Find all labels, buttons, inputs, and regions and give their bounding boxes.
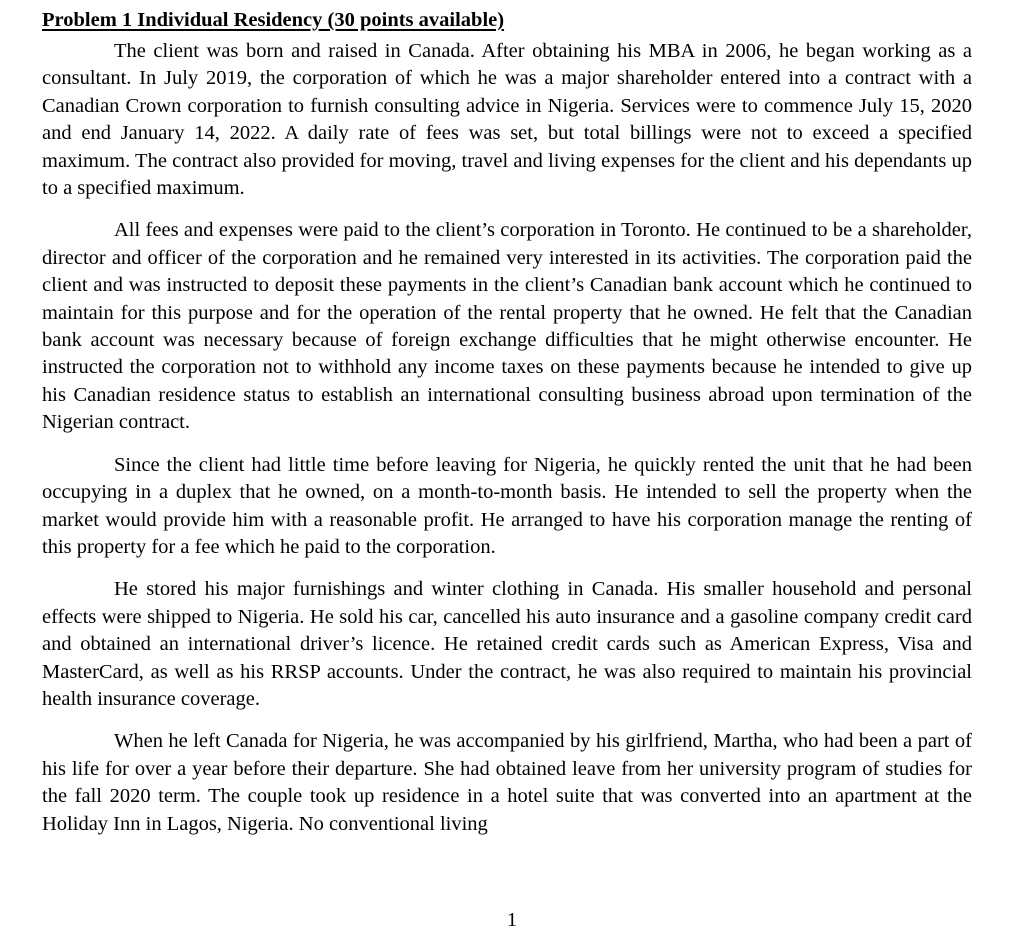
- problem-title: Problem 1 Individual Residency (30 points available): [42, 9, 505, 31]
- paragraph-rental-property: Since the client had little time before leaving for Nigeria, he quickly rented the unit that he had been occupying in a duplex that he owned, on a month-to-month basis. He intended to sell the property when the market would provide him with a reasonable profit. He arranged to have his corporation manage the renting of this property for a fee which he paid to the corporation.: [42, 453, 972, 558]
- page-number: 1: [506, 909, 518, 931]
- paragraph-girlfriend-and-lagos: When he left Canada for Nigeria, he was accompanied by his girlfriend, Martha, who had been a part of his life for over a year before their departure. She had obtained leave from her university program of studies for the fall 2020 term. The couple took up residence in a hotel suite that was converted into an apartment at the Holiday Inn in Lagos, Nigeria. No conventional living: [42, 730, 972, 835]
- paragraph-belongings-and-cards: He stored his major furnishings and winter clothing in Canada. His smaller household and personal effects were shipped to Nigeria. He sold his car, cancelled his auto insurance and a gasoline company credit card and obtained an international driver’s licence. He retained credit cards such as American Express, Visa and MasterCard, as well as his RRSP accounts. Under the contract, he was also required to maintain his provincial health insurance coverage.: [42, 578, 972, 710]
- paragraph-fees-and-bank-account: All fees and expenses were paid to the client’s corporation in Toronto. He continued to be a shareholder, director and officer of the corporation and he remained very interested in its activities. The corporation paid the client and was instructed to deposit these payments in the client’s Canadian bank account which he continued to maintain for this purpose and for the operation of the rental property that he owned. He felt that the Canadian bank account was necessary because of foreign exchange difficulties that he might otherwise encounter. He instructed the corporation not to withhold any income taxes on these payments because he intended to give up his Canadian residence status to establish an international consulting business abroad upon termination of the Nigerian contract.: [42, 219, 972, 434]
- document-page: [42, 6, 972, 853]
- paragraph-client-background: The client was born and raised in Canada. After obtaining his MBA in 2006, he began working as a consultant. In July 2019, the corporation of which he was a major shareholder entered into a contract with a Canadian Crown corporation to furnish consulting advice in Nigeria. Services were to commence July 15, 2020 and end January 14, 2022. A daily rate of fees was set, but total billings were not to exceed a specified maximum. The contract also provided for moving, travel and living expenses for the client and his dependants up to a specified maximum.: [42, 40, 972, 200]
